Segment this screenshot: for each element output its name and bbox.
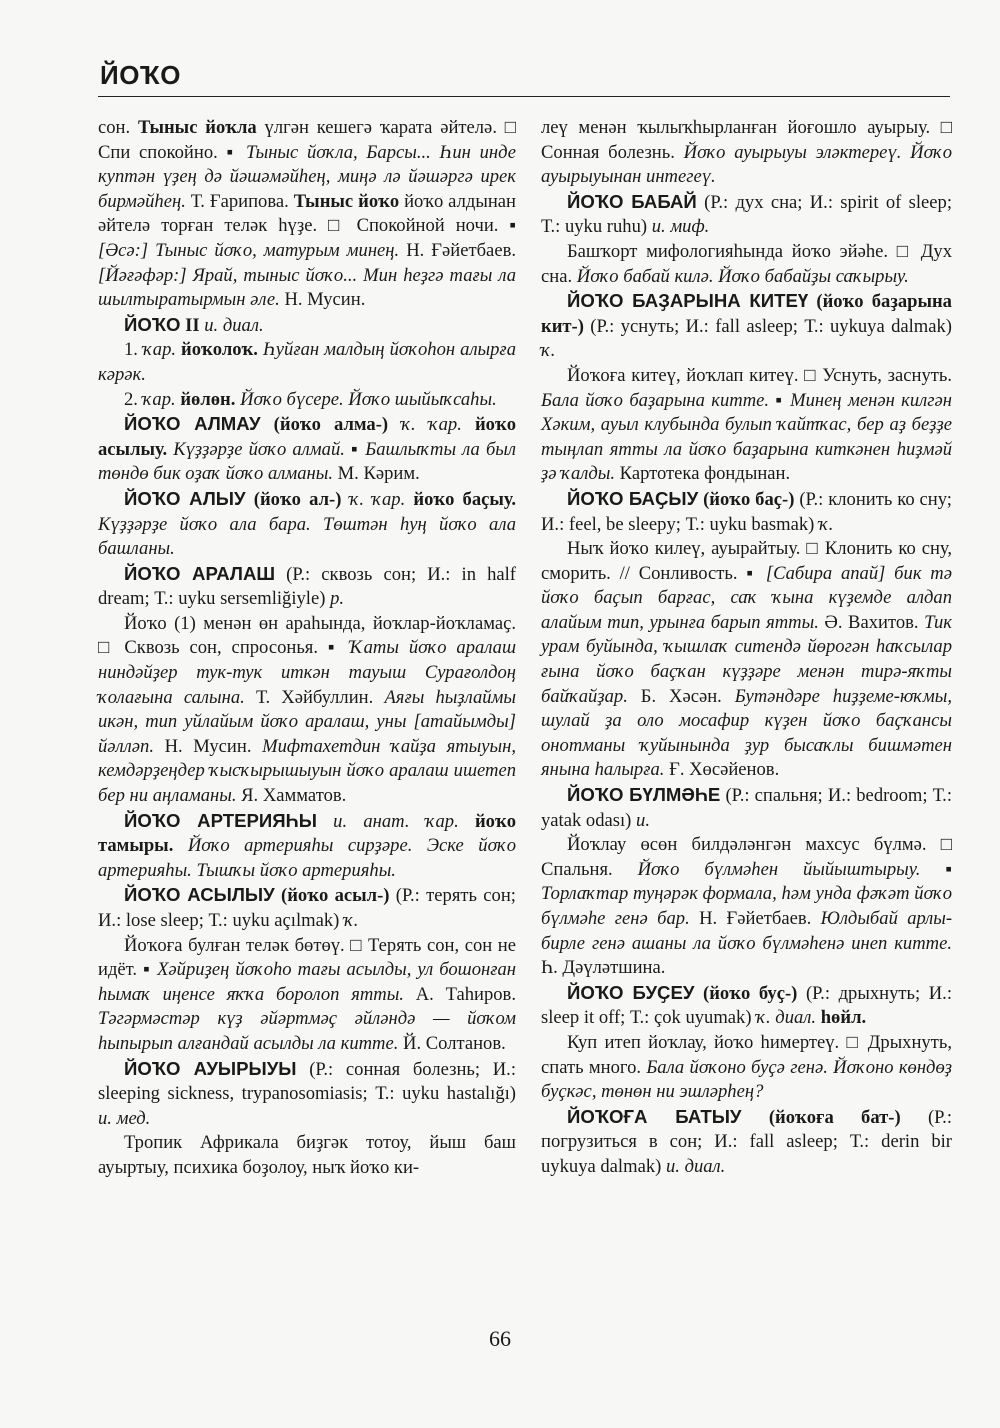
dictionary-entry: ЙОҠО БАҪЫУ (йоҡо баҫ-) (Р.: клонить ко сну; И.: feel, be sleepy; Т.: uyku basmak) ҡ. (541, 487, 952, 535)
definition: Йоҡоға китеү, йоҡлап китеү. □ Уснуть, заснуть. Бала йоҡо баҙарына китте. ▪ Минең менән килгән Хәким, ауыл клубында булып ҡайтҡас, бер аҙ беҙҙе тыңлап ятты ла йоҡо баҙарына киткәнен һиҙмәй ҙә ҡалды. Картотека фондынан. (541, 364, 953, 485)
sense: 2. ҡар. йөлөн. Йоҡо бүсере. Йоҡо шыйыҡсаһы. (124, 388, 497, 410)
definition: Куп итеп йоҡлау, йоҡо һимертеү. □ Дрыхнуть, спать много. Бала йоҡоно буҫә генә. Йоҡоно көндөҙ буҫкәс, төнөн ни эшләрһең? (541, 1031, 952, 1103)
dictionary-entry: ЙОҠО БАБАЙ (Р.: дух сна; И.: spirit of sleep; Т.: uyku ruhu) и. миф. (541, 190, 952, 238)
dictionary-entry: ЙОҠО АРТЕРИЯҺЫ и. анат. ҡар. йоҡо тамыры. Йоҡо артерияһы сирҙәре. Эске йоҡо артерияһы. Тышҡы йоҡо артерияһы. (98, 809, 516, 881)
definition: Тропик Африкала биҙгәк тотоу, йыш баш ауыртыу, психика боҙолоу, ныҡ йоҡо ки- (98, 1132, 516, 1178)
dictionary-entry: ЙОҠО АСЫЛЫУ (йоҡо асыл-) (Р.: терять сон; И.: lose sleep; Т.: uyku açılmak) ҡ. (98, 884, 516, 931)
dictionary-entry: ЙОҠО БУҪЕУ (йоҡо буҫ-) (Р.: дрыхнуть; И.: sleep it off; Т.: çok uyumak) ҡ. диал. һөйл. (541, 981, 952, 1029)
definition: Йоҡоға булған теләк бөтөү. □ Терять сон, сон не идёт. ▪ Хәйриҙең йоҡоһо тағы асылды, ул бошонған һымаҡ иңенсе яҡҡа боролоп ятты. А. Таһиров. Тәгәрмәстәр күҙ әйәртмәҫ әйләндә — йоҡом һыпырып алғандай асылды ла китте. Й. Солтанов. (98, 934, 516, 1054)
left-column (98, 116, 516, 1181)
dictionary-entry: ЙОҠО АРАЛАШ (Р.: сквозь сон; И.: in half dream; Т.: uyku sersemliğiyle) р. (98, 562, 516, 610)
dictionary-entry: ЙОҠО II и. диал. (124, 313, 264, 336)
definition: Йоҡо (1) менән өн араһында, йоҡлар-йоҡламаҫ. □ Сквозь сон, спросонья. ▪ Ҡаты йоҡо аралаш ниндәйҙер тук-тук иткән тауыш Сурағолдоң ҡолағына салына. Т. Хәйбуллин. Аяғы һыҙлаймы икән, тип уйлайым йоҡо аралаш, уны [атайымды] йәлләп. Н. Мусин. Мифтахетдин ҡайҙа ятыуын, кемдәрҙеңдер ҡысҡырышыуын йоҡо аралаш ишетеп бер ни аңламаны. Я. Хамматов. (98, 612, 516, 807)
dictionary-entry: ЙОҠО БАҘАРЫНА КИТЕҮ (йоҡо баҙарына кит-) (Р.: уснуть; И.: fall asleep; Т.: uykuya dalmak) ҡ. (541, 290, 952, 362)
dictionary-entry: ЙОҠО АУЫРЫУЫ (Р.: сонная болезнь; И.: sleeping sickness, trypanosomiasis; Т.: uyku hastalığı) и. мед. (98, 1057, 516, 1129)
definition: Башҡорт мифологияһында йоҡо эйәһе. □ Дух сна. Йоҡо бабай килә. Йоҡо бабайҙы саҡырыу. (541, 240, 952, 287)
definition: Йоҡлау өсөн билдәләнгән махсус бүлмә. □ Спальня. Йоҡо бүлмәһен йыйыштырыу. ▪ Торлаҡтар туңәрәк формала, һәм унда фәҡәт йоҡо бүлмәһе генә бар. Н. Ғәйетбаев. Юлдыбай арлы-бирле генә ашаны ла йоҡо бүлмәһенә инеп китте. Һ. Дәүләтшина. (541, 834, 953, 979)
running-head: ЙОҠО (100, 60, 181, 90)
header-rule (98, 96, 950, 97)
dictionary-entry: ЙОҠО АЛМАУ (йоҡо алма-) ҡ. ҡар. йоҡо асылыу. Күҙҙәрҙе йоҡо алмай. ▪ Башлыҡты ла был төндө бик оҙаҡ йоҡо алманы. М. Кәрим. (98, 413, 516, 485)
dictionary-entry: ЙОҠО АЛЫУ (йоҡо ал-) ҡ. ҡар. йоҡо баҫыу. Күҙҙәрҙе йоҡо ала бара. Төштән һуң йоҡо ала башланы. (98, 487, 516, 560)
dictionary-entry: ЙОҠОҒА БАТЫУ (йоҡоға бат-) (Р.: погрузиться в сон; И.: fall asleep; Т.: derin bir uykuya dalmak) и. диал. (541, 1105, 952, 1177)
sense: 1. ҡар. йоҡолоҡ. Һуйған малдың йоҡоһон алырға кәрәк. (98, 339, 516, 385)
page-number: 66 (489, 1326, 511, 1351)
entry-continuation: сон. Тыныс йоҡла үлгән кешегә ҡарата әйтелә. □ Спи спокойно. ▪ Тыныс йоҡла, Барсы... Һин инде куптән үҙең дә йәшәмәйһең, миңә лә йәшәргә ирек бирмәйһең. Т. Ғарипова. Тыныс йоҡо йоҡо алдынан әйтелә торған теләк һүҙе. □ Спокойной ночи. ▪ [Әсә:] Тыныс йоҡо, матурым минең. Н. Ғәйетбаев. [Йәғәфәр:] Ярай, тыныс йоҡо... Мин һеҙгә тағы ла шылтыратырмын әле. Н. Мусин. (98, 117, 516, 311)
right-column (541, 116, 952, 1180)
entry-continuation: леү менән ҡылыҡһырланған йоғошло ауырыу. □ Сонная болезнь. Йоҡо ауырыуы эләктереү. Йоҡо ауырыуынан интегеү. (541, 117, 952, 188)
dictionary-entry: ЙОҠО БҮЛМӘҺЕ (Р.: спальня; И.: bedroom; Т.: yatak odası) и. (541, 784, 952, 831)
definition: Ныҡ йоҡо килеү, ауырайтыу. □ Клонить ко сну, сморить. // Сонливость. ▪ [Сабира апай] бик тә йоҡо баҫып барғас, саҡ ҡына күҙемде алдап алайым тип, урынға барып ятты. Ә. Вахитов. Тик урам буйында, ҡышлаҡ ситендә йөрогән һаҡсылар ғына йоҡо баҫҡан күҙҙәре менән тирә-яҡты байҡайҙар. Б. Хәсән. Бутәндәре һиҙҙеме-юҡмы, шулай ҙа оло мосафир күҙен йоҡо баҫҡансы онотманы ҡуйынында ҙур бысаҡлы бишмәтен янына һалырға. Ғ. Хөсәйенов. (541, 538, 952, 781)
